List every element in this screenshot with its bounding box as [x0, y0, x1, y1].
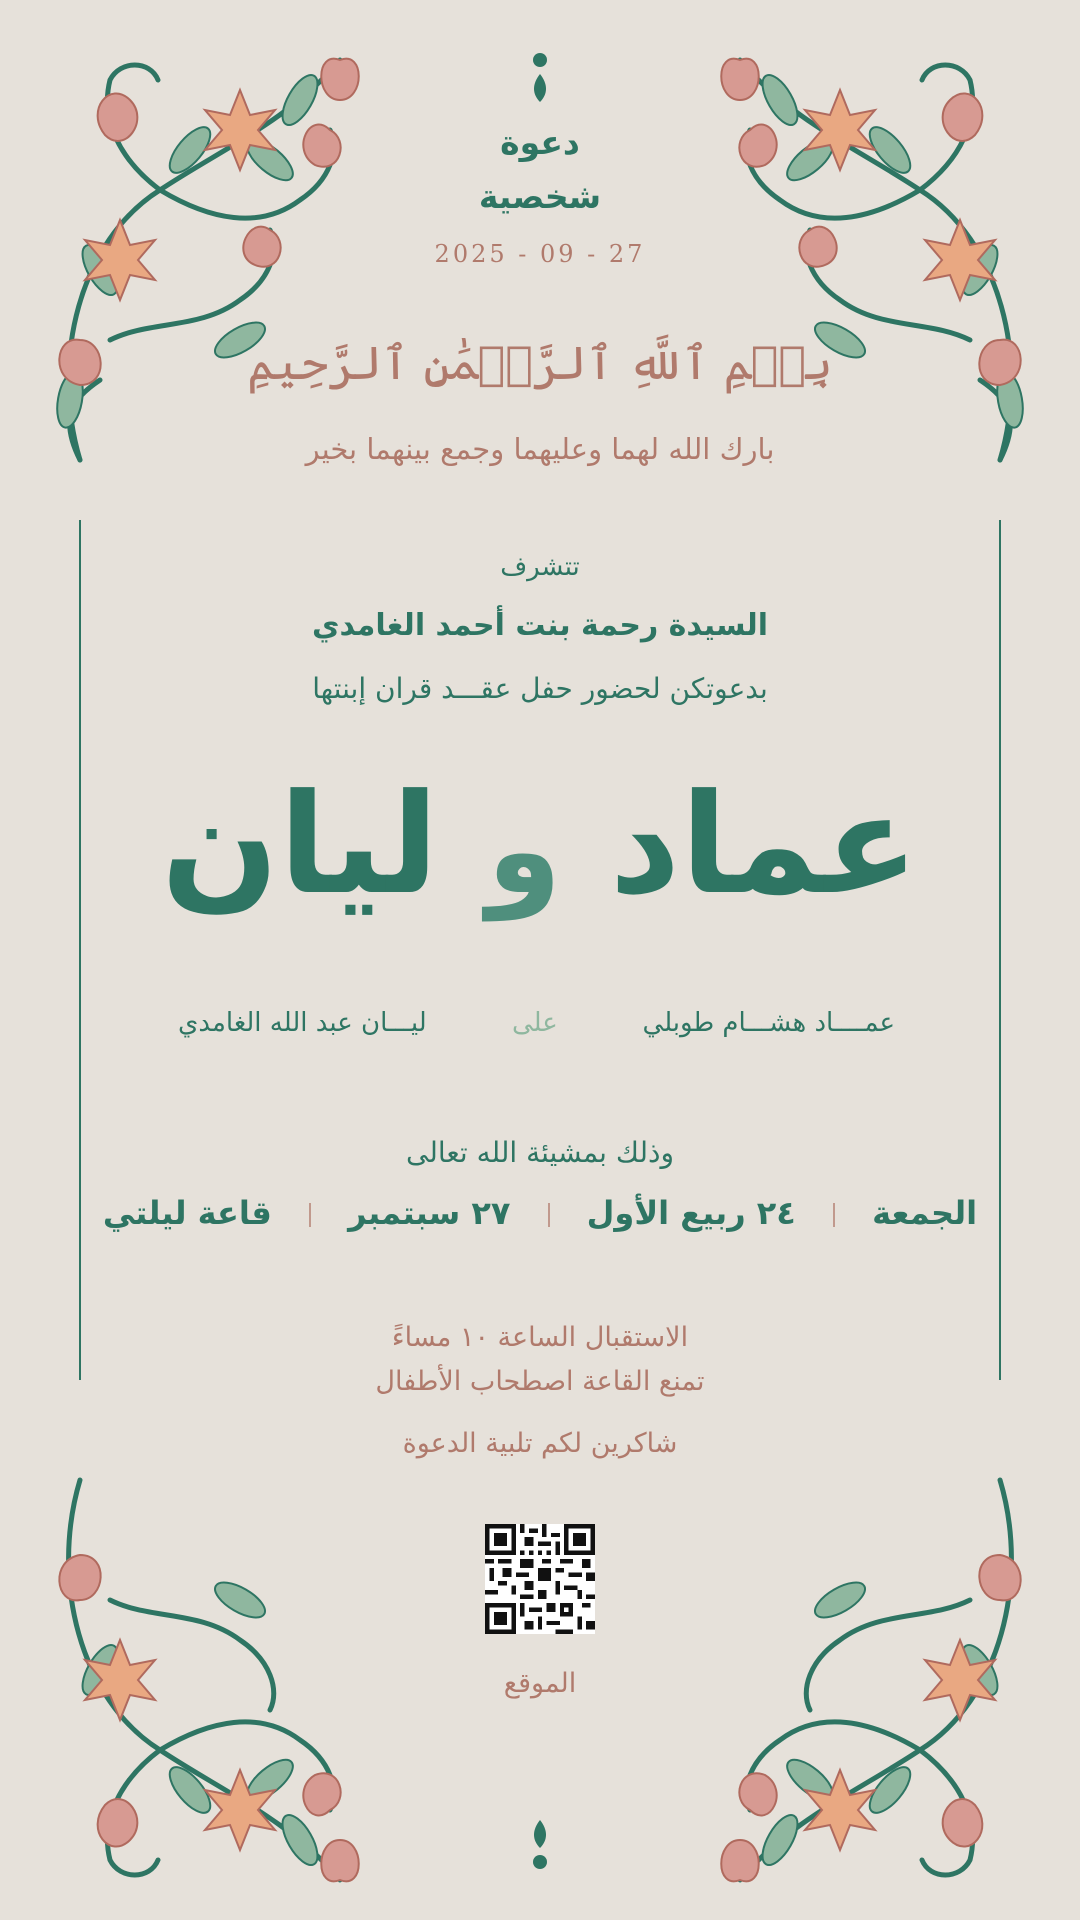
- event-hijri-date: ٢٤ ربيع الأول: [586, 1194, 796, 1232]
- blessing-text: بارك الله لهما وعليهما وجمع بينهما بخير: [305, 432, 775, 466]
- event-gregorian-date: ٢٧ سبتمبر: [348, 1194, 511, 1232]
- reception-time: الاستقبال الساعة ١٠ مساءً: [391, 1322, 689, 1353]
- drop-ornament-top-icon: [528, 52, 552, 104]
- event-details-row: [0, 1194, 1080, 1232]
- no-children-note: تمنع القاعة اصطحاب الأطفال: [375, 1366, 705, 1397]
- invitation-text: بدعوتكن لحضور حفل عقـــد قران إبنتها: [312, 672, 768, 705]
- couple-names: [0, 760, 1080, 937]
- location-link[interactable]: الموقع: [503, 1668, 577, 1699]
- invitation-date: 2025 - 09 - 27: [434, 240, 646, 268]
- by-will-text: وذلك بمشيئة الله تعالى: [406, 1136, 674, 1169]
- thanks-note: شاكرين لكم تلبية الدعوة: [402, 1428, 678, 1459]
- left-border-line: [79, 520, 81, 1380]
- invite-intro: تتشرف: [500, 552, 580, 582]
- location-qr-code-icon[interactable]: [485, 1524, 595, 1634]
- groom-short-name: عماد: [609, 764, 919, 925]
- event-day: الجمعة: [872, 1194, 978, 1232]
- separator: [548, 1203, 550, 1227]
- event-venue: قاعة ليلتي: [102, 1194, 272, 1232]
- separator: [833, 1203, 835, 1227]
- groom-full-name: عمــــاد هشـــام طوبلي: [642, 1008, 895, 1038]
- connector-waw: و: [486, 782, 562, 921]
- host-name: السيدة رحمة بنت أحمد الغامدي: [311, 608, 769, 643]
- bride-short-name: ليان: [161, 764, 439, 925]
- on-word: على: [512, 1008, 558, 1038]
- bride-full-name: ليـــان عبد الله الغامدي: [178, 1008, 427, 1038]
- basmala-calligraphy: بِسۡمِ ٱللَّهِ ٱلرَّحۡمَٰنِ ٱلرَّحِيمِ: [247, 336, 833, 390]
- drop-ornament-bottom-icon: [528, 1818, 552, 1870]
- title-line-2: شخصية: [478, 177, 602, 216]
- separator: [309, 1203, 311, 1227]
- right-border-line: [999, 520, 1001, 1380]
- title-line-1: دعوة: [500, 123, 580, 162]
